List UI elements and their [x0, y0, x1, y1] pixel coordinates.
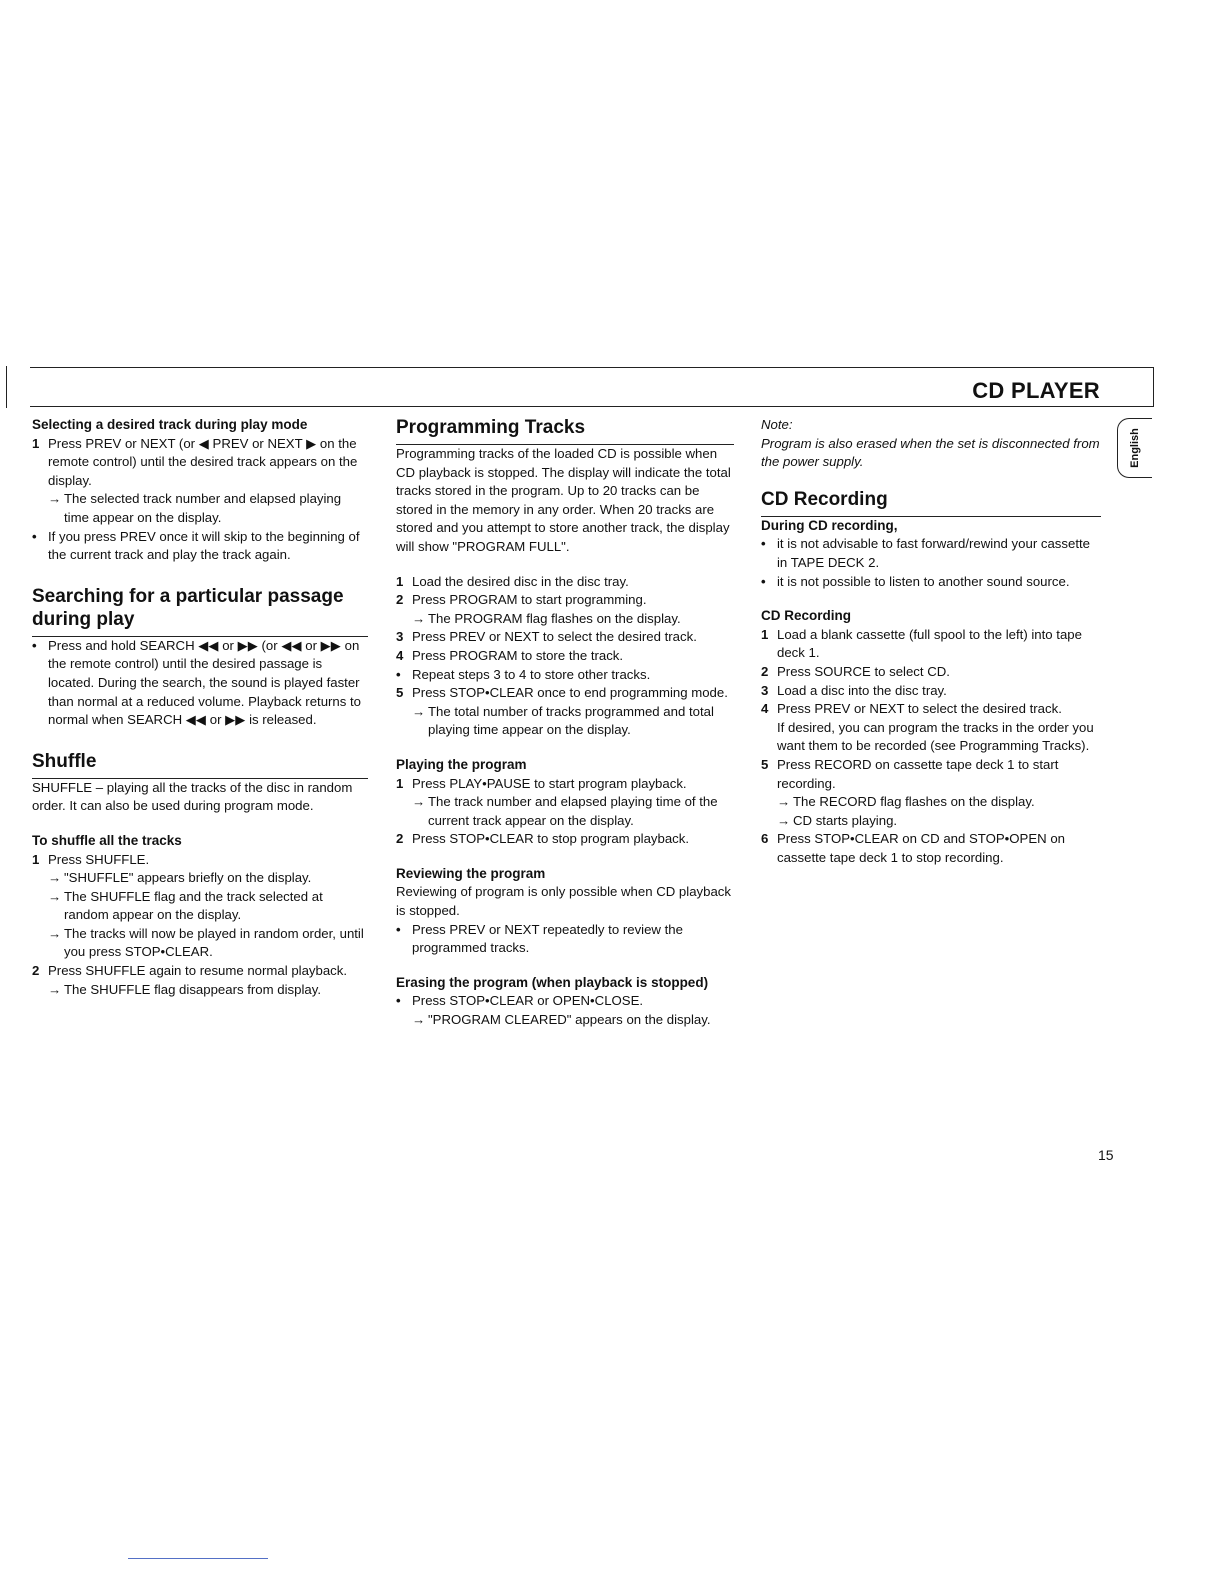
during-recording-heading: During CD recording,	[761, 517, 898, 533]
during-bullet-2: • it is not possible to listen to another sound source.	[761, 573, 1101, 592]
arrow-icon: →	[48, 925, 62, 941]
arrow-icon: →	[412, 703, 426, 719]
arrow-icon: →	[48, 491, 62, 507]
shuffle-step-2: 2 Press SHUFFLE again to resume normal playback.	[32, 963, 348, 979]
select-bullet: • If you press PREV once it will skip to the beginning of the current track and play the track again.	[32, 528, 360, 563]
cd-recording-subheading: CD Recording	[761, 608, 852, 624]
select-step-1-result: → The selected track number and elapsed playing time appear on the display.	[48, 491, 342, 525]
record-step-4-note: If desired, you can program the tracks in the order you want them to be recorded (see Programming Tracks).	[777, 719, 1094, 754]
program-repeat-bullet: • Repeat steps 3 to 4 to store other tracks.	[396, 666, 734, 685]
play-step-1-result: → The track number and elapsed playing time of the current track appear on the display.	[412, 794, 718, 828]
crop-mark	[6, 366, 7, 408]
bullet-icon: •	[396, 666, 401, 682]
bullet-icon: •	[396, 921, 401, 937]
shuffle-heading: Shuffle	[32, 750, 368, 779]
record-step-5-result-2: → CD starts playing.	[761, 812, 1101, 831]
bullet-icon: •	[761, 536, 766, 552]
record-step-6: 6 Press STOP•CLEAR on CD and STOP•OPEN on cassette tape deck 1 to stop recording.	[761, 831, 1065, 865]
reviewing-program-heading: Reviewing the program	[396, 865, 546, 881]
record-step-1: 1 Load a blank cassette (full spool to the left) into tape deck 1.	[761, 626, 1082, 661]
search-bullet: • Press and hold SEARCH ◀◀ or ▶▶ (or ◀◀ or ▶▶ on the remote control) until the desired passage is located. During the search, the sound is played faster than normal at a reduced volume. Playback returns to normal when SEARCH ◀◀ or ▶▶ is released.	[32, 637, 362, 728]
cd-recording-heading: CD Recording	[761, 488, 1101, 517]
program-step-1: 1 Load the desired disc in the disc tray.	[396, 573, 629, 589]
record-step-2: 2 Press SOURCE to select CD.	[761, 663, 950, 679]
shuffle-step-1-result-3: → The tracks will now be played in random order, until you press STOP•CLEAR.	[48, 925, 364, 960]
programming-intro: Programming tracks of the loaded CD is possible when CD playback is stopped. The display will indicate the total tracks stored in the program. Up to 20 tracks can be stored in the memory in any order. When 20 tracks are stored and you attempt to store another track, the display will show "PROGRAM FULL".	[396, 446, 731, 554]
bullet-icon: •	[32, 637, 37, 653]
play-step-1: 1 Press PLAY•PAUSE to start program playback.	[396, 775, 687, 791]
column-left	[32, 416, 368, 999]
record-step-5-result-1: → The RECORD flag flashes on the display.	[761, 793, 1101, 812]
page-number: 15	[1098, 1147, 1114, 1163]
playing-program-heading: Playing the program	[396, 756, 527, 772]
program-step-5: 5 Press STOP•CLEAR once to end programming mode.	[396, 685, 728, 701]
arrow-icon: →	[777, 812, 791, 828]
arrow-icon: →	[412, 794, 426, 810]
shuffle-description: SHUFFLE – playing all the tracks of the disc in random order. It can also be used during program mode.	[32, 779, 353, 814]
erase-result: → "PROGRAM CLEARED" appears on the display.	[396, 1011, 734, 1030]
arrow-icon: →	[48, 870, 62, 886]
arrow-icon: →	[48, 981, 62, 997]
bullet-icon: •	[32, 528, 37, 544]
program-step-2: 2 Press PROGRAM to start programming.	[396, 592, 647, 608]
shuffle-step-1-result-2: → The SHUFFLE flag and the track selected at random appear on the display.	[48, 888, 323, 923]
arrow-icon: →	[412, 1012, 426, 1028]
erase-bullet: • Press STOP•CLEAR or OPEN•CLOSE.	[396, 992, 734, 1011]
record-step-5: 5 Press RECORD on cassette tape deck 1 to start recording.	[761, 756, 1059, 791]
arrow-icon: →	[48, 888, 62, 904]
erasing-program-heading: Erasing the program (when playback is stopped)	[396, 974, 709, 990]
select-step-1: 1 Press PREV or NEXT (or ◀ PREV or NEXT ▶ on the remote control) until the desired track appears on the display.	[32, 435, 358, 488]
column-middle	[396, 416, 734, 1030]
play-step-2: 2 Press STOP•CLEAR to stop program playback.	[396, 831, 690, 847]
programming-heading: Programming Tracks	[396, 416, 734, 445]
header-top-rule	[30, 367, 1154, 368]
bullet-icon: •	[396, 993, 401, 1009]
record-step-4: 4 Press PREV or NEXT to select the desired track.	[761, 701, 1062, 717]
program-step-5-result: → The total number of tracks programmed and total playing time appear on the display.	[412, 703, 714, 738]
review-bullet: • Press PREV or NEXT repeatedly to review the programmed tracks.	[396, 921, 683, 956]
search-heading: Searching for a particular passage during play	[32, 585, 368, 637]
select-track-heading: Selecting a desired track during play mode	[32, 417, 308, 432]
reviewing-description: Reviewing of program is only possible when CD playback is stopped.	[396, 884, 731, 919]
language-tab	[1117, 418, 1152, 478]
program-step-4: 4 Press PROGRAM to store the track.	[396, 647, 624, 663]
section-title: CD PLAYER	[972, 378, 1100, 403]
program-step-2-result: → The PROGRAM flag flashes on the display.	[396, 610, 734, 629]
record-step-3: 3 Load a disc into the disc tray.	[761, 682, 947, 698]
to-shuffle-heading: To shuffle all the tracks	[32, 832, 182, 848]
column-right	[761, 416, 1101, 867]
note-label: Note:	[761, 417, 793, 432]
arrow-icon: →	[412, 610, 426, 626]
arrow-icon: →	[777, 794, 791, 810]
header-right-rule	[1153, 367, 1154, 407]
header-bottom-rule	[30, 406, 1154, 407]
shuffle-step-1: 1 Press SHUFFLE.	[32, 851, 150, 867]
footer-link-underline	[128, 1558, 268, 1559]
language-tab-label: English	[1129, 428, 1142, 468]
program-step-3: 3 Press PREV or NEXT to select the desired track.	[396, 629, 697, 645]
during-bullet-1: • it is not advisable to fast forward/rewind your cassette in TAPE DECK 2.	[761, 536, 1090, 570]
shuffle-step-2-result: → The SHUFFLE flag disappears from display.	[32, 981, 368, 1000]
shuffle-step-1-result-1: → "SHUFFLE" appears briefly on the display.	[32, 869, 368, 888]
note-text: Program is also erased when the set is disconnected from the power supply.	[761, 435, 1100, 470]
bullet-icon: •	[761, 573, 766, 589]
